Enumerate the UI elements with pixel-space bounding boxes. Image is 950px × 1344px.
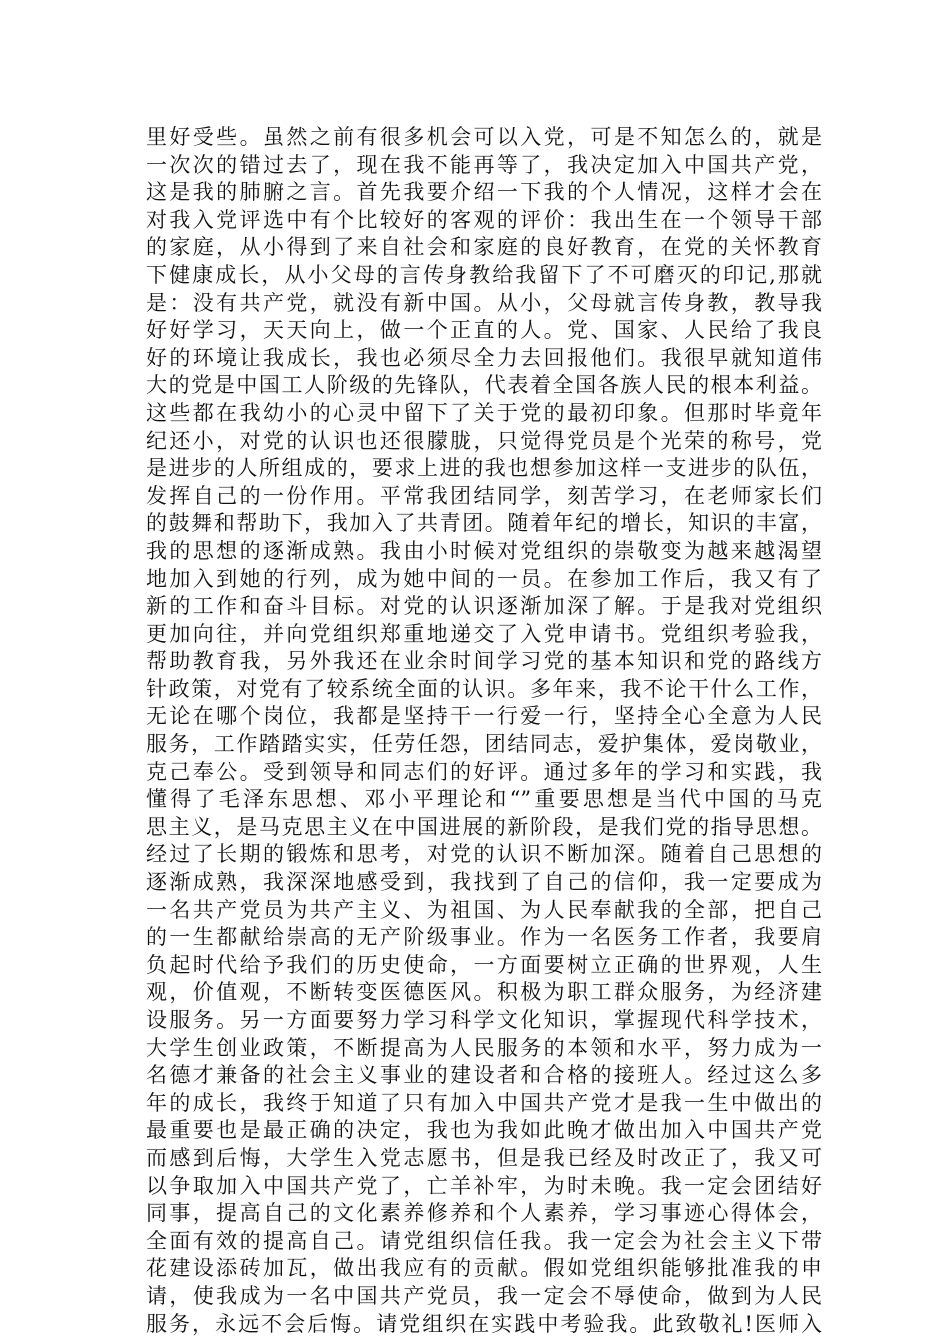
text-line: 这是我的肺腑之言。首先我要介绍一下我的个人情况，这样才会在 [146, 180, 822, 205]
text-line: 好好学习，天天向上，做一个正直的人。党、国家、人民给了我良 [146, 318, 822, 343]
text-line: 是：没有共产党，就没有新中国。从小，父母就言传身教，教导我 [146, 290, 822, 315]
text-line: 服务，永远不会后悔。请党组织在实践中考验我。此致敬礼!医师入 [146, 1311, 822, 1336]
text-line: 里好受些。虽然之前有很多机会可以入党，可是不知怎么的，就是 [146, 125, 822, 149]
text-line: 的一生都献给崇高的无产阶级事业。作为一名医务工作者，我要肩 [146, 925, 822, 950]
text-line: 名德才兼备的社会主义事业的建设者和合格的接班人。经过这么多 [146, 1063, 822, 1088]
text-line: 的家庭，从小得到了来自社会和家庭的良好教育，在党的关怀教育 [146, 235, 822, 260]
body-text [146, 124, 822, 1338]
text-line: 思主义，是马克思主义在中国进展的新阶段，是我们党的指导思想。 [146, 814, 822, 839]
text-line: 请，使我成为一名中国共产党员，我一定会不辱使命，做到为人民 [146, 1283, 822, 1308]
text-line: 无论在哪个岗位，我都是坚持干一行爱一行，坚持全心全意为人民 [146, 704, 822, 729]
text-line: 克己奉公。受到领导和同志们的好评。通过多年的学习和实践，我 [146, 759, 822, 784]
text-line: 最重要也是最正确的决定，我也为我如此晚才做出加入中国共产党 [146, 1118, 822, 1143]
text-line: 大的党是中国工人阶级的先锋队，代表着全国各族人民的根本利益。 [146, 373, 822, 398]
text-line: 地加入到她的行列，成为她中间的一员。在参加工作后，我又有了 [146, 566, 822, 591]
text-line: 帮助教育我，另外我还在业余时间学习党的基本知识和党的路线方 [146, 649, 822, 674]
text-line: 大学生创业政策，不断提高为人民服务的本领和水平，努力成为一 [146, 1035, 822, 1060]
text-line: 设服务。另一方面要努力学习科学文化知识，掌握现代科学技术， [146, 1008, 822, 1032]
text-line: 年的成长，我终于知道了只有加入中国共产党才是我一生中做出的 [146, 1090, 822, 1115]
text-line: 同事，提高自己的文化素养修养和个人素养，学习事迹心得体会， [146, 1201, 822, 1226]
text-line: 是进步的人所组成的，要求上进的我也想参加这样一支进步的队伍， [146, 456, 822, 481]
text-line: 好的环境让我成长，我也必须尽全力去回报他们。我很早就知道伟 [146, 345, 822, 370]
text-line: 负起时代给予我们的历史使命，一方面要树立正确的世界观，人生 [146, 952, 822, 977]
text-line: 经过了长期的锻炼和思考，对党的认识不断加深。随着自己思想的 [146, 842, 822, 867]
text-line: 这些都在我幼小的心灵中留下了关于党的最初印象。但那时毕竟年 [146, 400, 822, 425]
text-line: 观，价值观，不断转变医德医风。积极为职工群众服务，为经济建 [146, 980, 822, 1005]
text-line: 全面有效的提高自己。请党组织信任我。我一定会为社会主义下带 [146, 1228, 822, 1253]
text-line: 更加向往，并向党组织郑重地递交了入党申请书。党组织考验我， [146, 621, 822, 646]
text-line: 发挥自己的一份作用。平常我团结同学，刻苦学习，在老师家长们 [146, 483, 822, 508]
text-line: 下健康成长，从小父母的言传身教给我留下了不可磨灭的印记,那就 [146, 262, 822, 287]
text-line: 新的工作和奋斗目标。对党的认识逐渐加深了解。于是我对党组织 [146, 594, 822, 619]
text-line: 一名共产党员为共产主义、为祖国、为人民奉献我的全部，把自己 [146, 897, 822, 922]
text-line: 逐渐成熟，我深深地感受到，我找到了自己的信仰，我一定要成为 [146, 870, 822, 895]
text-line: 花建设添砖加瓦，做出我应有的贡献。假如党组织能够批准我的申 [146, 1256, 822, 1281]
text-line: 一次次的错过去了，现在我不能再等了，我决定加入中国共产党， [146, 152, 822, 177]
text-line: 以争取加入中国共产党了，亡羊补牢，为时未晚。我一定会团结好 [146, 1173, 822, 1198]
text-line: 纪还小，对党的认识也还很朦胧，只觉得党员是个光荣的称号，党 [146, 428, 822, 453]
text-line: 对我入党评选中有个比较好的客观的评价：我出生在一个领导干部 [146, 207, 822, 232]
text-line: 的鼓舞和帮助下，我加入了共青团。随着年纪的增长，知识的丰富， [146, 511, 822, 536]
text-line: 服务，工作踏踏实实，任劳任怨，团结同志，爱护集体，爱岗敬业， [146, 732, 822, 757]
text-line: 懂得了毛泽东思想、邓小平理论和“”重要思想是当代中国的马克 [146, 787, 822, 812]
text-line: 我的思想的逐渐成熟。我由小时候对党组织的崇敬变为越来越渴望 [146, 538, 822, 563]
text-line: 而感到后悔，大学生入党志愿书，但是我已经及时改正了，我又可 [146, 1145, 822, 1170]
text-line: 针政策，对党有了较系统全面的认识。多年来，我不论干什么工作， [146, 676, 822, 701]
